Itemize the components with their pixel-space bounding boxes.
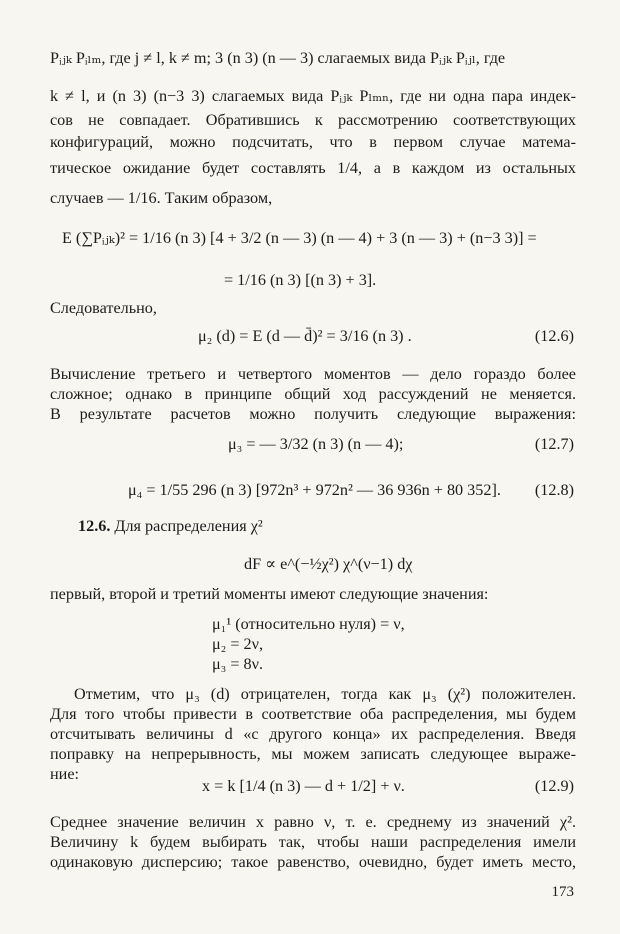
text-line: конфигураций, можно подсчитать, что в первом случае матема-	[50, 133, 576, 151]
equation: μ₂ (d) = E (d — d̄)² = 3/16 (n 3) .	[198, 327, 412, 345]
text-line: Величину k будем выбирать так, чтобы наши распределения имели	[50, 833, 576, 851]
text-line: сложное; однако в принципе общий ход рассуждений не меняется.	[50, 385, 576, 403]
page-number: 173	[551, 884, 574, 900]
text-line: В результате расчетов можно получить следующие выражения:	[50, 405, 576, 423]
text-line: Отметим, что μ₃ (d) отрицателен, тогда как μ₃ (χ²) положителен.	[74, 685, 576, 703]
text-line: ние:	[50, 765, 80, 783]
equation: μ₃ = — 3/32 (n 3) (n — 4);	[228, 435, 404, 453]
equation: dF ∝ e^(−½χ²) χ^(ν−1) dχ	[244, 555, 413, 573]
text-line: поправку на непрерывность, мы можем записать следующее выраже-	[50, 745, 576, 763]
text-line: Pᵢⱼₖ Pᵢₗₘ, где j ≠ l, k ≠ m; 3 (n 3) (n — 3) слагаемых вида Pᵢⱼₖ Pᵢⱼₗ, где	[50, 49, 506, 67]
text-line: Следовательно,	[50, 299, 157, 317]
equation: μ₁¹ (относительно нуля) = ν,	[212, 615, 405, 633]
text-line: k ≠ l, и (n 3) (n−3 3) слагаемых вида Pᵢⱼₖ Pₗₘₙ, где ни одна пара индек-	[50, 87, 576, 105]
section-text: Для распределения χ²	[114, 517, 263, 535]
text-line: сов не совпадает. Обратившись к рассмотрению соответствующих	[50, 111, 576, 129]
equation: μ₄ = 1/55 296 (n 3) [972n³ + 972n² — 36 936n + 80 352].	[128, 481, 501, 499]
text-line: одинаковую дисперсию; такое равенство, очевидно, будет иметь место,	[50, 853, 576, 871]
text-line: тическое ожидание будет составлять 1/4, а в каждом из остальных	[50, 159, 576, 177]
section-heading	[78, 516, 604, 536]
section-number: 12.6.	[78, 517, 111, 535]
equation: μ₃ = 8ν.	[212, 655, 264, 673]
text-line: Вычисление третьего и четвертого моментов — дело гораздо более	[50, 365, 576, 383]
text-line: Для того чтобы привести в соответствие оба распределения, мы будем	[50, 705, 576, 723]
equation-number: (12.9)	[534, 777, 574, 795]
text-line: Среднее значение величин x равно ν, т. е. среднему из значений χ².	[50, 813, 576, 831]
equation: μ₂ = 2ν,	[212, 635, 264, 653]
equation: E (∑Pᵢⱼₖ)² = 1/16 (n 3) [4 + 3/2 (n — 3) (n — 4) + 3 (n — 3) + (n−3 3)] =	[62, 229, 537, 247]
equation: = 1/16 (n 3) [(n 3) + 3].	[224, 271, 377, 289]
equation-number: (12.7)	[534, 435, 574, 453]
text-line: случаев — 1/16. Таким образом,	[50, 189, 273, 207]
text-line: отсчитывать величины d «с другого конца» их распределения. Введя	[50, 725, 576, 743]
equation-number: (12.8)	[534, 481, 574, 499]
equation: x = k [1/4 (n 3) — d + 1/2] + ν.	[202, 777, 405, 795]
text-line: первый, второй и третий моменты имеют следующие значения:	[50, 585, 489, 603]
equation-number: (12.6)	[534, 327, 574, 345]
